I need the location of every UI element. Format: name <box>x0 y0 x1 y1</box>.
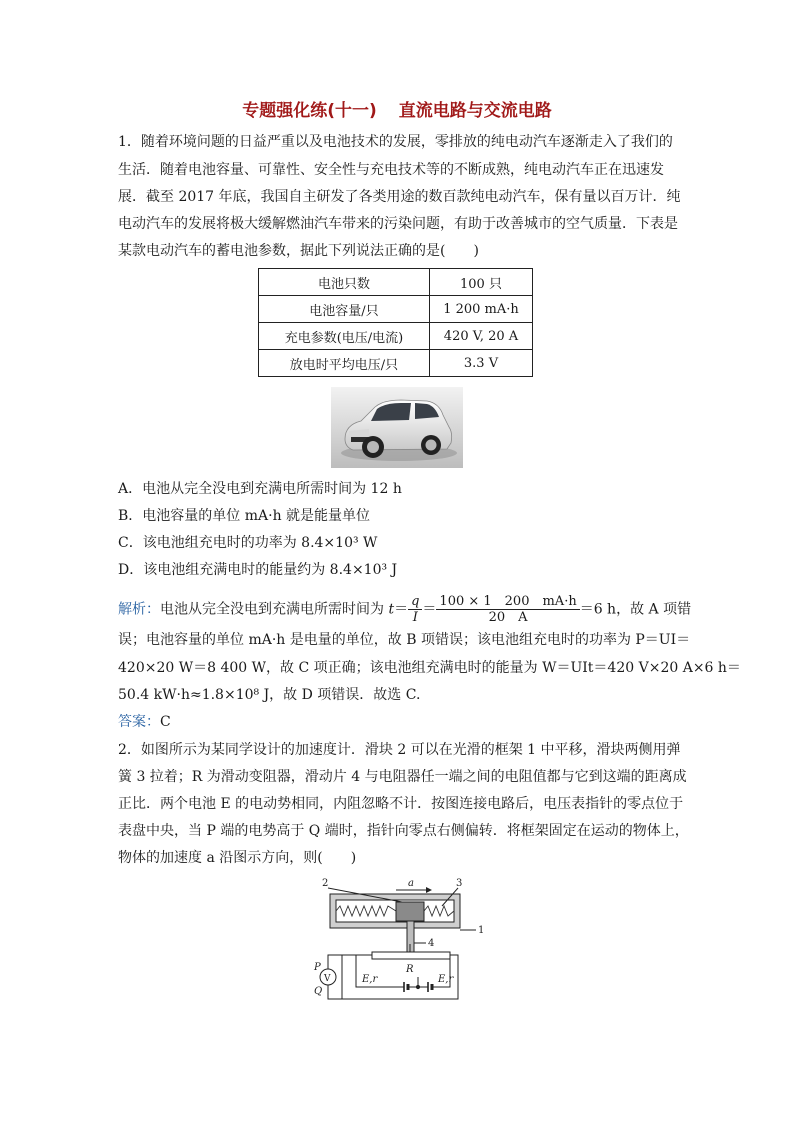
q1-option-d: D．该电池组充满电时的能量约为 8.4×10³ J <box>118 562 398 578</box>
fraction-denominator: 20 A <box>488 610 528 625</box>
answer-label: 答案： <box>118 714 160 730</box>
label-a: a <box>408 878 414 889</box>
slider-block-2 <box>396 902 424 921</box>
q1-analysis-line-4: 50.4 kW·h≈1.8×10⁸ J，故 D 项错误．故选 C. <box>118 687 421 703</box>
q1-line-5: 某款电动汽车的蓄电池参数，据此下列说法正确的是( ) <box>118 243 479 259</box>
q1-option-c: C．该电池组充电时的功率为 8.4×10³ W <box>118 535 378 551</box>
label-1: 1 <box>478 925 485 936</box>
table-row <box>259 296 533 323</box>
label-r: R <box>406 964 414 975</box>
q1-analysis-line-1 <box>118 594 692 625</box>
fraction-denominator: I <box>412 610 418 625</box>
resistor-r <box>372 952 450 959</box>
table-value: 420 V, 20 A <box>430 323 533 350</box>
q2-line-2: 簧 3 拉着；R 为滑动变阻器，滑动片 4 与电阻器任一端之间的电阻值都与它到这端的距离成 <box>118 769 687 785</box>
q2-line-5: 物体的加速度 a 沿图示方向，则( ) <box>118 850 357 866</box>
label-4: 4 <box>428 938 435 949</box>
q2-line-4: 表盘中央，当 P 端的电势高于 Q 端时，指针向零点右侧偏转．将框架固定在运动的物体上， <box>118 823 689 839</box>
q1-line-1: 1．随着环境问题的日益严重以及电池技术的发展，零排放的纯电动汽车逐渐走入了我们的 <box>118 134 673 150</box>
label-e-left: E,r <box>362 974 378 985</box>
table-row <box>259 269 533 296</box>
analysis-text: 电池从完全没电到充满电所需时间为 <box>160 601 389 618</box>
fraction-numerator: 100 × 1 200 mA·h <box>436 594 579 610</box>
table-key: 电池容量/只 <box>259 296 430 323</box>
q1-option-a: A．电池从完全没电到充满电所需时间为 12 h <box>118 481 402 497</box>
label-q: Q <box>314 986 323 997</box>
page-title <box>0 96 794 121</box>
label-v: V <box>324 974 331 984</box>
table-row <box>259 323 533 350</box>
title-topic: 直流电路与交流电路 <box>398 101 552 121</box>
table-row <box>259 350 533 377</box>
label-2: 2 <box>322 878 329 889</box>
time-variable: t <box>388 601 395 618</box>
fraction-q-over-i <box>408 594 422 625</box>
q2-line-1: 2．如图所示为某同学设计的加速度计．滑块 2 可以在光滑的框架 1 中平移，滑块两侧用弹 <box>118 742 681 758</box>
junction-dot <box>416 985 419 988</box>
equals-sign: ＝ <box>394 601 409 618</box>
answer-value: C <box>160 714 171 730</box>
q1-analysis-line-2: 误；电池容量的单位 mA·h 是电量的单位，故 B 项错误；该电池组充电时的功率为 P＝UI＝ <box>118 632 691 648</box>
q1-line-4: 电动汽车的发展将极大缓解燃油汽车带来的污染问题，有助于改善城市的空气质量．下表是 <box>118 216 678 232</box>
q2-line-3: 正比．两个电池 E 的电动势相同，内阻忽略不计．按图连接电路后，电压表指针的零点位于 <box>118 796 684 812</box>
accelerometer-circuit-diagram <box>308 872 488 1012</box>
table-key: 电池只数 <box>259 269 430 296</box>
analysis-text: ＝6 h，故 A 项错 <box>579 601 692 618</box>
q1-answer <box>118 712 676 732</box>
table-value: 100 只 <box>430 269 533 296</box>
equals-sign: ＝ <box>422 601 437 618</box>
table-value: 1 200 mA·h <box>430 296 533 323</box>
q1-line-2: 生活．随着电池容量、可靠性、安全性与充电技术等的不断成熟，纯电动汽车正在迅速发 <box>118 162 664 178</box>
electric-car-image <box>331 387 463 468</box>
q1-analysis-line-3: 420×20 W＝8 400 W，故 C 项正确；该电池组充满电时的能量为 W＝UIt＝420 V×20 A×6 h＝ <box>118 660 741 676</box>
label-3: 3 <box>456 878 463 889</box>
q1-line-3: 展．截至 2017 年底，我国自主研发了各类用途的数百款纯电动汽车，保有量以百万计．纯 <box>118 189 681 205</box>
voltmeter-wire-p <box>328 955 342 969</box>
label-p: P <box>314 962 321 973</box>
analysis-label: 解析： <box>118 601 160 618</box>
battery-spec-table <box>258 268 533 377</box>
table-key: 充电参数(电压/电流) <box>259 323 430 350</box>
table-value: 3.3 V <box>430 350 533 377</box>
fraction-numerator: q <box>408 594 422 610</box>
q1-option-b: B．电池容量的单位 mA·h 就是能量单位 <box>118 508 371 524</box>
fraction-capacity-over-current <box>436 594 579 625</box>
table-key: 放电时平均电压/只 <box>259 350 430 377</box>
title-series: 专题强化练(十一) <box>242 101 377 121</box>
voltmeter-wire-q <box>328 985 342 999</box>
acceleration-arrow-head <box>426 887 432 893</box>
label-e-right: E,r <box>438 974 454 985</box>
